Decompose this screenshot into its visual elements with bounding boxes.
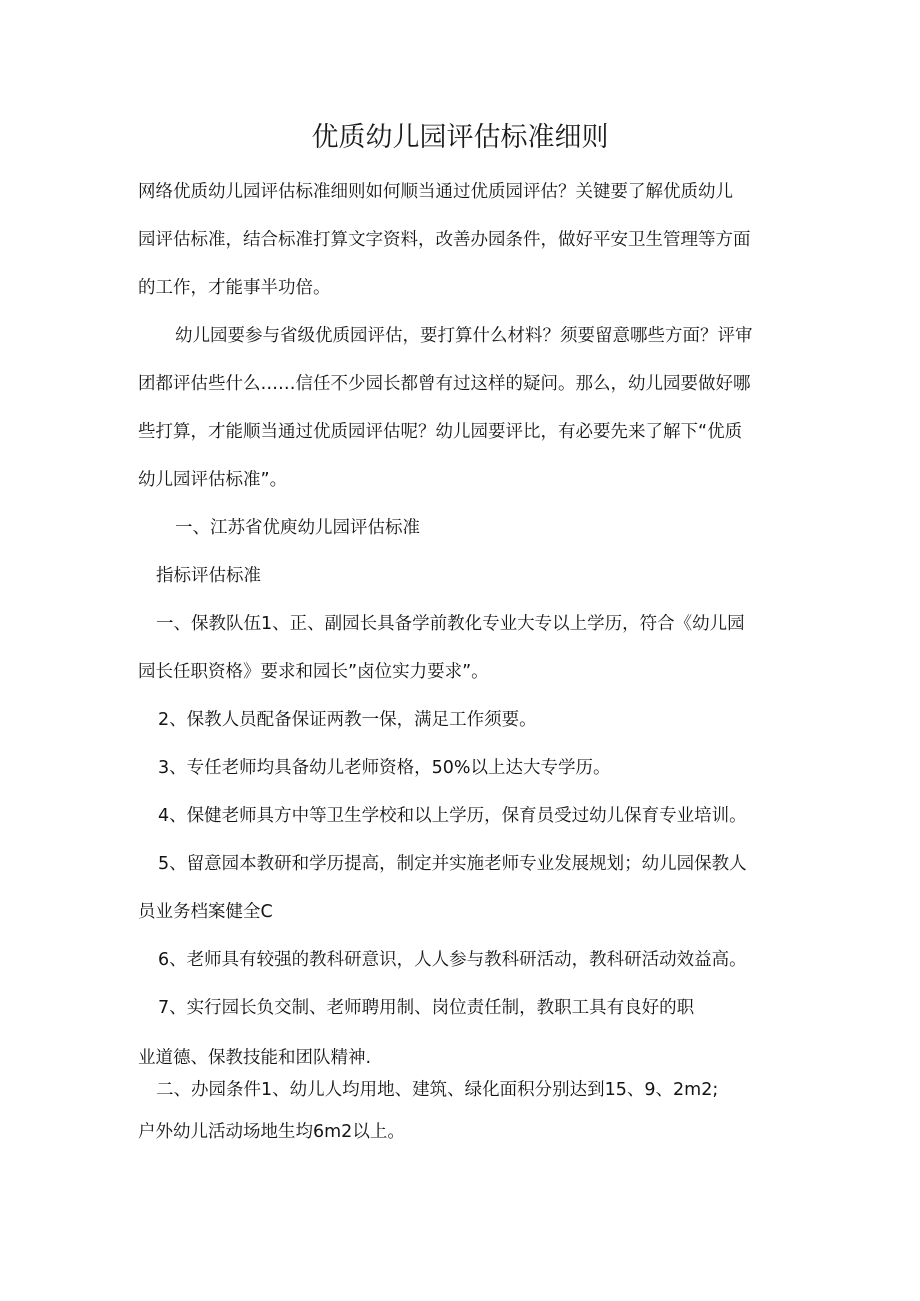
paragraph-line: 园评估标准，结合标准打算文字资料，改善办园条件，做好平安卫生管理等方面 [138, 230, 751, 250]
section-heading: 一、江苏省优庾幼儿园评估标准 [175, 518, 420, 538]
paragraph-line: 一、保教队伍1、正、副园长具备学前教化专业大专以上学历，符合《幼儿园 [156, 614, 745, 634]
subsection-heading: 指标评估标准 [156, 566, 261, 586]
list-item: 6、老师具有较强的教科研意识，人人参与教科研活动，教科研活动效益高。 [158, 950, 747, 970]
section-heading: 二、办园条件1、幼儿人均用地、建筑、绿化面积分别达到15、9、2m2; [156, 1080, 719, 1100]
list-item: 2、保教人员配备保证两教一保，满足工作须要。 [158, 710, 537, 730]
paragraph-line: 团都评估些什么……信任不少园长都曾有过这样的疑问。那么，幼儿园要做好哪 [138, 374, 751, 394]
paragraph-line: 幼儿园要参与省级优质园评估，要打算什么材料？须要留意哪些方面？评审 [175, 326, 753, 346]
paragraph-line: 的工作，才能事半功倍。 [138, 278, 331, 298]
paragraph-line: 网络优质幼儿园评估标准细则如何顺当通过优质园评估？关键要了解优质幼儿 [138, 182, 733, 202]
list-item: 4、保健老师具方中等卫生学校和以上学历，保育员受过幼儿保育专业培训。 [158, 806, 747, 826]
paragraph-line: 些打算，才能顺当通过优质园评估呢？幼儿园要评比，有必要先来了解下“优质 [138, 422, 743, 442]
document-title: 优质幼儿园评估标准细则 [311, 122, 609, 153]
list-item: 7、实行园长负交制、老师聘用制、岗位责任制，教职工具有良好的职 [158, 998, 695, 1018]
paragraph-line: 员业务档案健全C [138, 902, 273, 922]
paragraph-line: 业道德、保教技能和团队精神. [138, 1048, 372, 1068]
paragraph-line: 幼儿园评估标准”。 [138, 470, 288, 490]
list-item: 3、专任老师均具备幼儿老师资格，50%以上达大专学历。 [158, 758, 611, 778]
list-item: 5、留意园本教研和学历提高，制定并实施老师专业发展规划；幼儿园保教人 [158, 854, 747, 874]
paragraph-line: 户外幼儿活动场地生均6m2以上。 [138, 1122, 405, 1142]
paragraph-line: 园长任职资格》要求和园长”卤位实力要求”。 [138, 662, 489, 682]
